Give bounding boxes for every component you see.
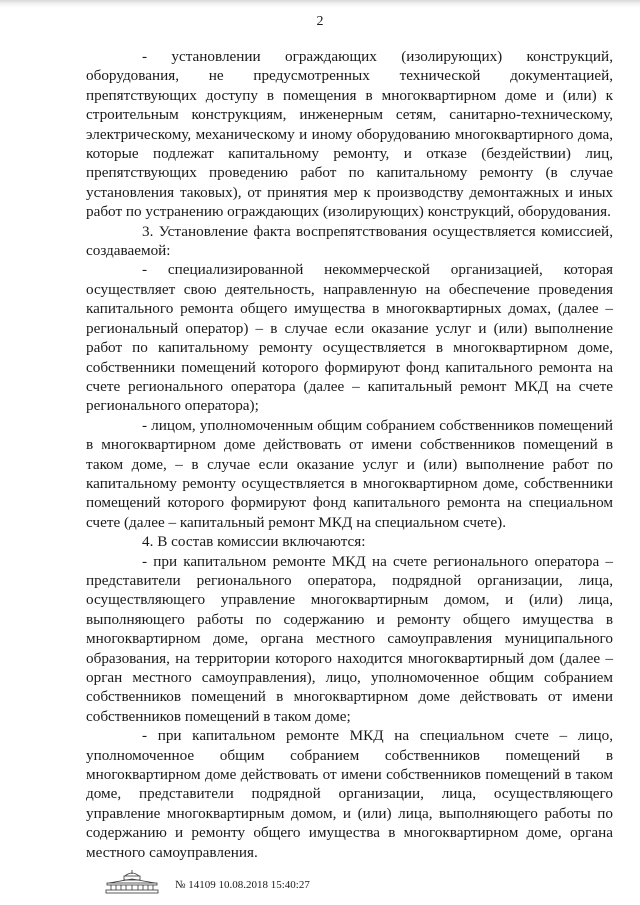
- paragraph-obstruction-continuation: - установлении ограждающих (изолирующих) конструкций, оборудования, не предусмотренных технической документацией, препятствующих доступу в помещения в многоквартирном доме и (или) к строительным конструкциям, инженерным сетям, санитарно-техническому, электрическому, механическому и иному оборудованию многоквартирного дома, которые подлежат капитальному ремонту, и отказе (бездействии) лиц, препятствующих проведению работ по капитальному ремонту (в случае установления таковых), от принятия мер к производству демонтажных и иных работ по устранению ограждающих (изолирующих) конструкций, оборудования.: [86, 48, 613, 221]
- paragraph-item-4: 4. В состав комиссии включаются:: [142, 533, 366, 551]
- paragraph-item-4-regional-operator: - при капитальном ремонте МКД на счете регионального оператора – представители регионального оператора, подрядной организации, лица, осуществляющего управление многоквартирным домом, и (или) лица, выполняющего работы по содержанию и ремонту общего имущества в многоквартирном доме, органа местного самоуправления муниципального образования, на территории которого находится многоквартирный дом (далее – орган местного самоуправления), лицо, уполномоченное общим собранием собственников помещений в многоквартирном доме действовать от имени собственников помещений в таком доме;: [86, 552, 613, 725]
- paragraph-item-3-special-account: - лицом, уполномоченным общим собранием собственников помещений в многоквартирном доме действовать от имени собственников помещений в таком доме, – в случае если оказание услуг и (или) выполнение работ по капитальному ремонту осуществляется в многоквартирном доме, собственники помещений которого формируют фонд капитального ремонта на специальном счете (далее – капитальный ремонт МКД на специальном счете).: [86, 416, 613, 531]
- paragraph-item-4-special-account: - при капитальном ремонте МКД на специальном счете – лицо, уполномоченное общим собранием собственников помещений в многоквартирном доме действовать от имени собственников помещений в таком доме, представители подрядной организации, лица, осуществляющего управление многоквартирным домом, и (или) лица, выполняющего работы по содержанию и ремонту общего имущества в многоквартирном доме, органа местного самоуправления.: [86, 727, 613, 861]
- document-body: [86, 47, 613, 862]
- government-building-icon: [105, 868, 159, 894]
- paragraph-item-3-regional-operator: - специализированной некоммерческой организацией, которая осуществляет свою деятельность, направленную на обеспечение проведения капитального ремонта общего имущества в многоквартирных домах, (далее – региональный оператор) – в случае если оказание услуг и (или) выполнение работ по капитальному ремонту осуществляется в многоквартирном доме, собственники помещений которого формируют фонд капитального ремонта на счете регионального оператора (далее – капитальный ремонт МКД на счете регионального оператора);: [86, 261, 613, 415]
- registration-footer: [105, 868, 310, 894]
- registration-number: № 14109 10.08.2018 15:40:27: [175, 879, 310, 891]
- page-number: 2: [316, 14, 324, 29]
- paragraph-item-3: 3. Установление факта воспрепятствования осуществляется комиссией, создаваемой:: [86, 222, 613, 260]
- scan-edge: [0, 0, 640, 8]
